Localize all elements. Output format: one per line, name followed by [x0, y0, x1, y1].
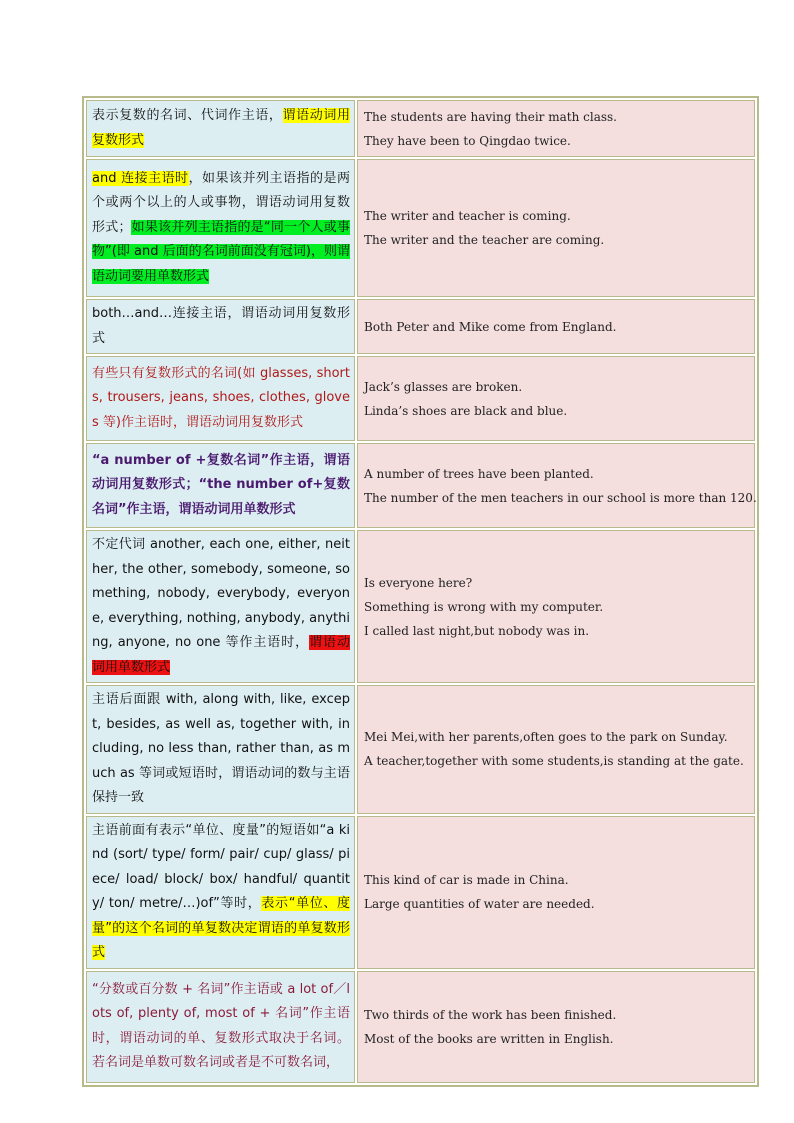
example-cell — [357, 100, 755, 157]
rule-text-segment: 主语后面跟 with, along with, like, except, besides, as well as, together with, including, no less than, rather than, as much as 等词或短语时，谓语动词的数与主语保持一致 — [92, 692, 350, 805]
table-row — [86, 159, 755, 297]
rule-cell — [86, 356, 355, 441]
example-cell — [357, 299, 755, 354]
example-cell — [357, 685, 755, 814]
rule-text-segment: 表示复数的名词、代词作主语， — [92, 108, 283, 123]
rule-text-segment: “分数或百分数 + 名词”作主语或 a lot of／lots of, plenty of, most of + 名词”作主语时，谓语动词的单、复数形式取决于名词。若名词是单数可数名词或者是不可数名词， — [92, 981, 350, 1070]
rule-text-segment: 谓语动词用单数形式 — [92, 635, 350, 675]
example-sentence: The number of the men teachers in our school is more than 120. — [364, 490, 757, 505]
example-sentence: Something is wrong with my computer. — [364, 599, 604, 614]
example-cell — [357, 356, 755, 441]
example-sentence: A number of trees have been planted. — [364, 466, 594, 481]
example-cell — [357, 443, 755, 528]
rule-cell — [86, 443, 355, 528]
example-sentence: The writer and the teacher are coming. — [364, 233, 605, 247]
rule-cell — [86, 299, 355, 354]
example-sentence: Is everyone here? — [364, 575, 473, 590]
rule-text-segment: 表示“单位、度量”的这个名词的单复数决定谓语的单复数形式 — [92, 896, 350, 960]
rule-text-segment: 谓语动词用复数形式 — [92, 108, 350, 148]
table-row — [86, 816, 755, 969]
table-row — [86, 100, 755, 157]
rule-cell — [86, 971, 355, 1083]
rule-text-segment: 有些只有复数形式的名词(如 glasses, shorts, trousers, jeans, shoes, clothes, gloves 等)作主语时，谓语动词用复数形式 — [92, 365, 350, 430]
example-cell — [357, 159, 755, 297]
table-row — [86, 443, 755, 528]
table-row — [86, 299, 755, 354]
rule-text-segment: ，如果该并列主语指的是两个或两个以上的人或事物，谓语动词用复数形式； — [92, 170, 350, 235]
example-sentence: I called last night,but nobody was in. — [364, 623, 590, 638]
rule-cell — [86, 159, 355, 297]
rule-cell — [86, 685, 355, 814]
example-sentence: They have been to Qingdao twice. — [364, 133, 571, 148]
example-sentence: Linda’s shoes are black and blue. — [364, 403, 568, 418]
rule-text-segment: both…and…连接主语，谓语动词用复数形式 — [92, 306, 350, 346]
example-cell — [357, 971, 755, 1083]
example-sentence: The students are having their math class. — [364, 109, 617, 124]
example-sentence: A teacher,together with some students,is standing at the gate. — [364, 754, 744, 769]
example-sentence: Mei Mei,with her parents,often goes to the park on Sunday. — [364, 730, 728, 745]
example-sentence: Large quantities of water are needed. — [364, 897, 595, 911]
rule-cell — [86, 816, 355, 969]
table-body — [86, 100, 755, 1083]
example-cell — [357, 816, 755, 969]
rule-text-segment: and 连接主语时 — [92, 170, 189, 186]
example-sentence: Most of the books are written in English. — [364, 1031, 614, 1046]
rule-text-segment: “a number of +复数名词”作主语，谓语动词用复数形式；“the number of+复数名词”作主语，谓语动词用单数形式 — [92, 452, 350, 517]
example-sentence: Both Peter and Mike come from England. — [364, 319, 617, 334]
example-sentence: This kind of car is made in China. — [364, 873, 569, 887]
example-sentence: Two thirds of the work has been finished. — [364, 1007, 617, 1022]
example-sentence: Jack’s glasses are broken. — [364, 379, 523, 394]
rule-cell — [86, 530, 355, 683]
table-row — [86, 356, 755, 441]
table-row — [86, 530, 755, 683]
rule-text-segment: 如果该并列主语指的是“同一个人或事物”(即 and 后面的名词前面没有冠词)，则谓语动词要用单数形式 — [92, 219, 350, 284]
rule-text-segment: 不定代词 another, each one, either, neither, the other, somebody, someone, something, nobody, everybody, everyone, everything, nothing, anybody, anything, anyone, no one 等作主语时， — [92, 537, 350, 650]
table-row — [86, 685, 755, 814]
example-sentence: The writer and teacher is coming. — [364, 209, 571, 223]
rule-text-segment: 主语前面有表示“单位、度量”的短语如“a kind (sort/ type/ form/ pair/ cup/ glass/ piece/ load/ block/ box/ handful/ quantity/ ton/ metre/…)of”等时， — [92, 822, 350, 911]
rule-cell — [86, 100, 355, 157]
grammar-table — [82, 96, 759, 1087]
table-row — [86, 971, 755, 1083]
example-cell — [357, 530, 755, 683]
